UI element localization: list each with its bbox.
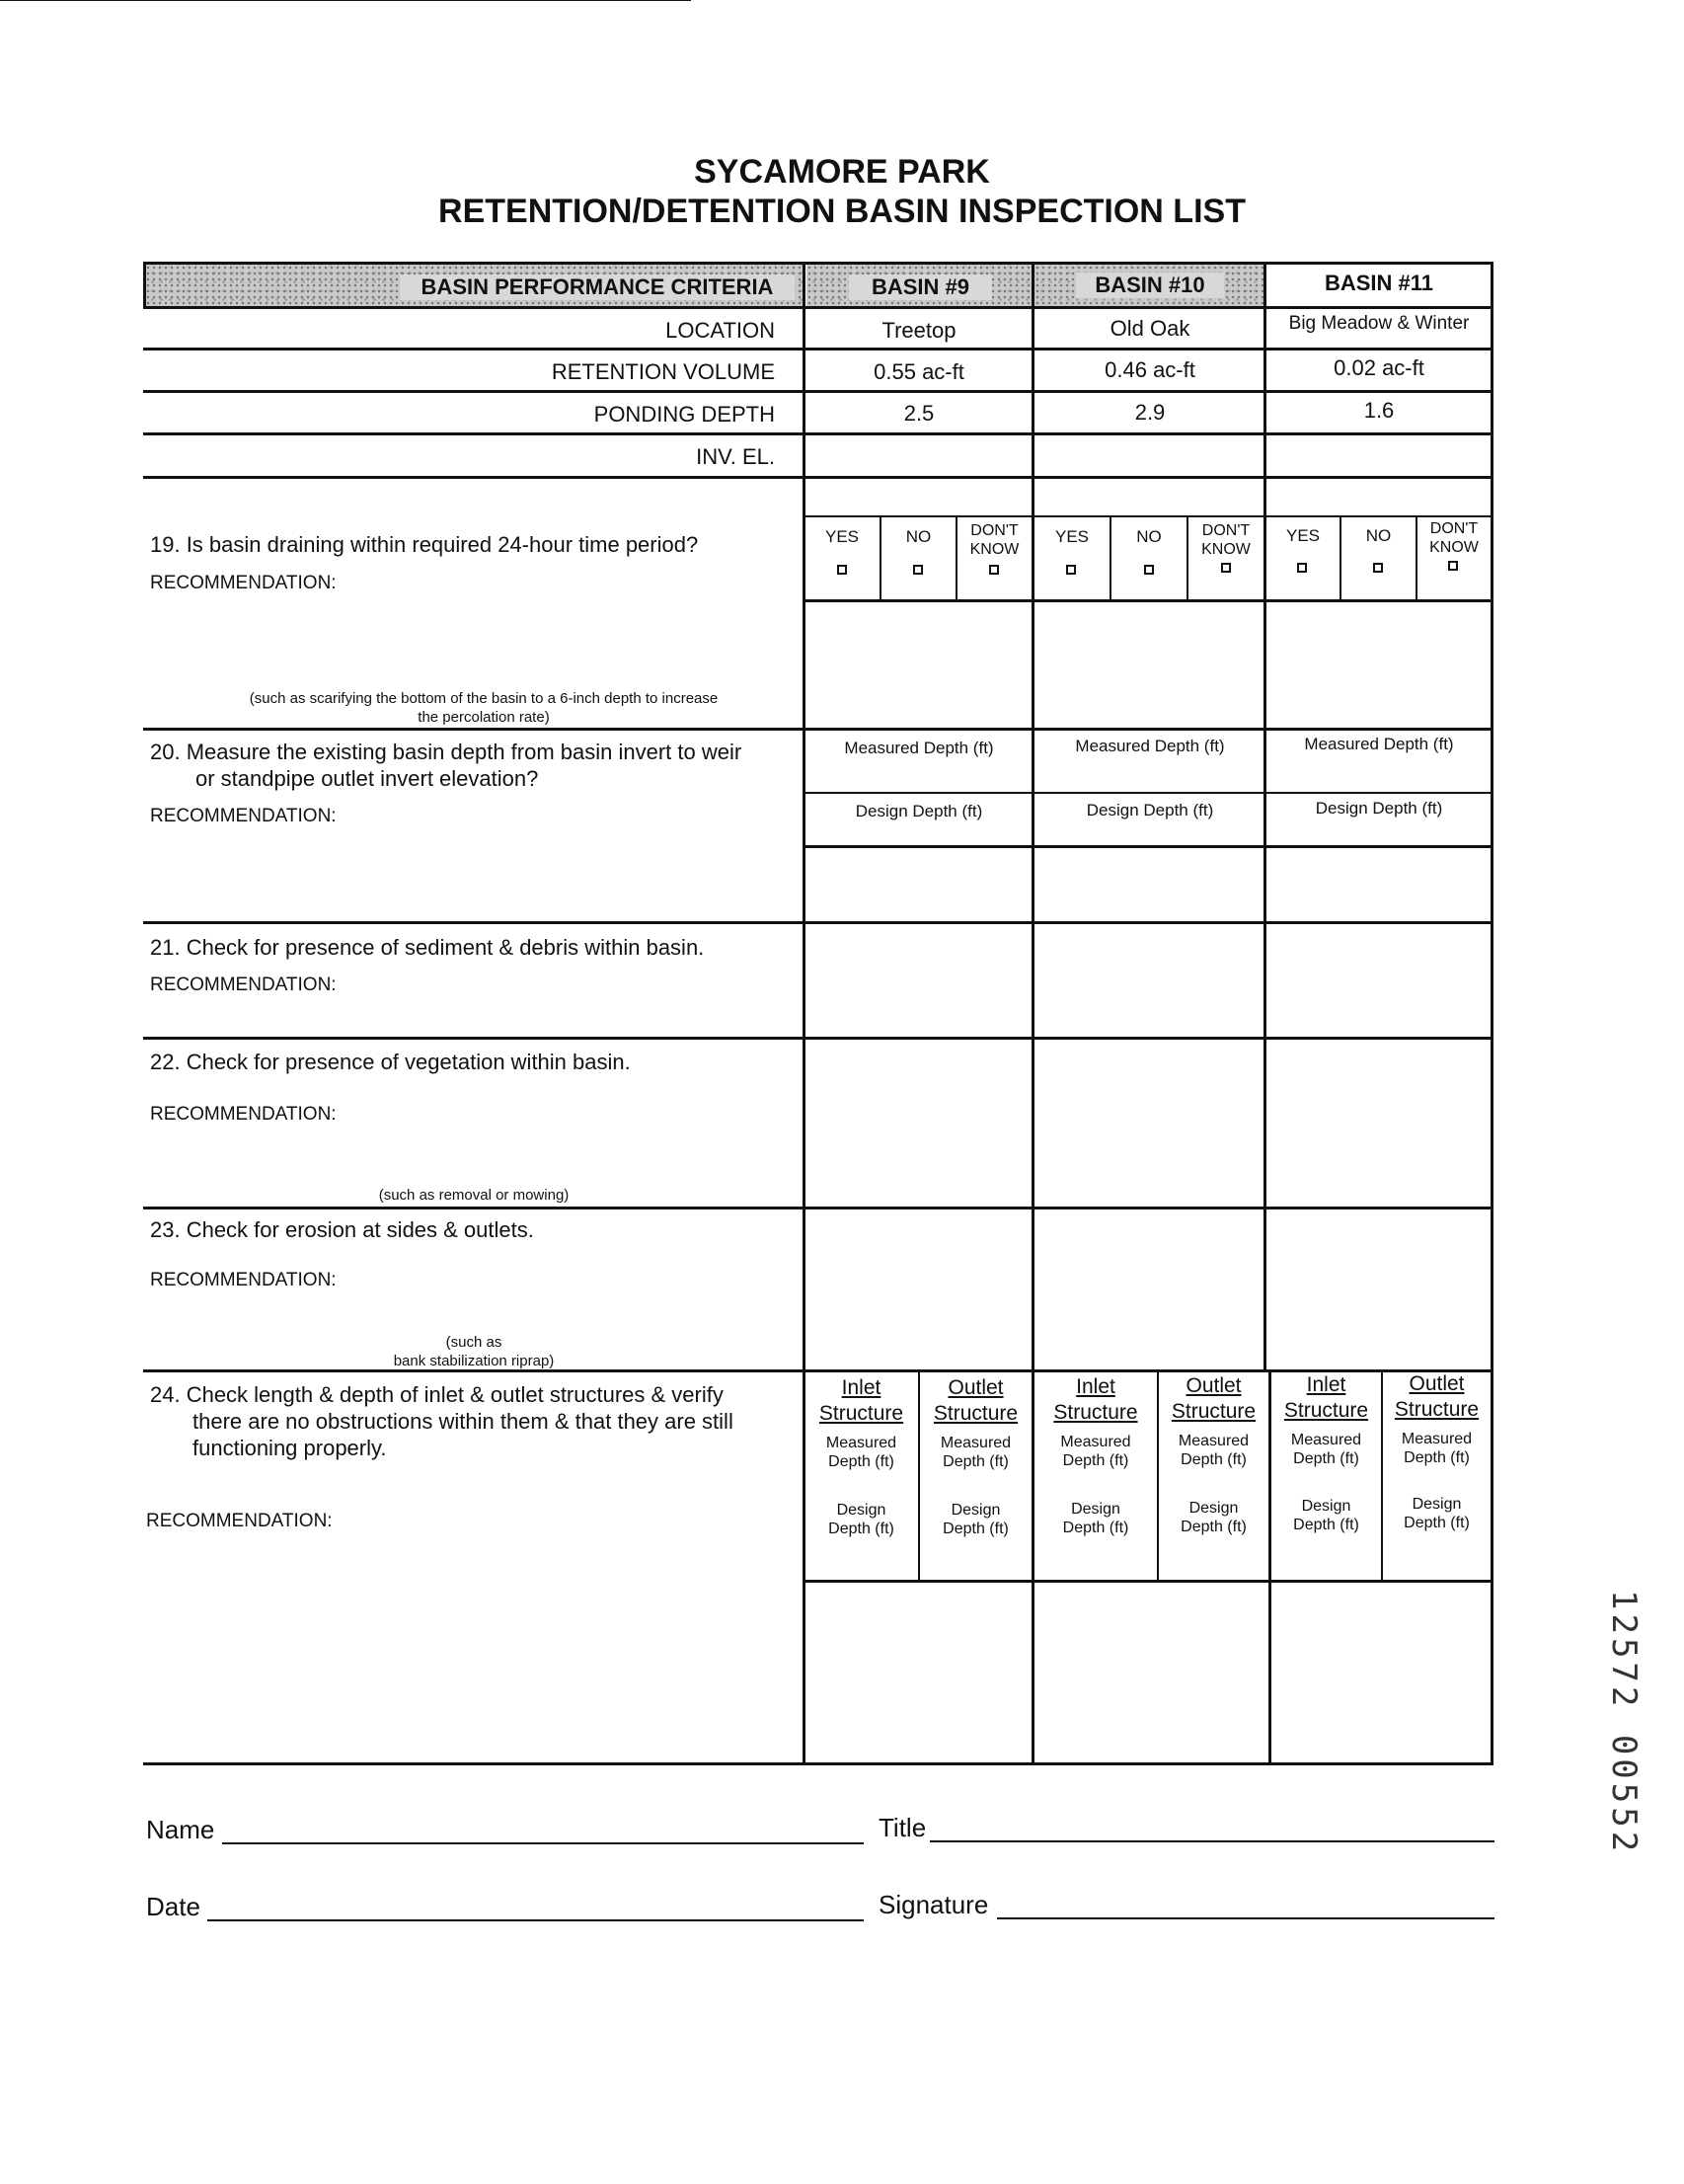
b10-inlet-measured-1: Measured <box>1060 1434 1131 1450</box>
b9-dk-label-1: DON'T <box>970 522 1019 539</box>
document-number: 12572 00552 <box>1604 1590 1644 1856</box>
location-label: LOCATION <box>665 318 775 343</box>
location-basin11: Big Meadow & Winter <box>1288 313 1470 334</box>
q19-note-line1: (such as scarifying the bottom of the basin to a 6-inch depth to increase <box>249 690 719 707</box>
b9-outlet-measured-1: Measured <box>940 1435 1012 1451</box>
basin9-header: BASIN #9 <box>849 274 992 300</box>
b10-outlet-design-2: Depth (ft) <box>1181 1519 1247 1535</box>
retention-basin10: 0.46 ac-ft <box>1105 357 1195 382</box>
b9-outlet-design-2: Depth (ft) <box>943 1521 1009 1537</box>
b10-outlet-structure-2: Structure <box>1171 1400 1257 1423</box>
question-21: 21. Check for presence of sediment & debris within basin. <box>150 935 705 960</box>
q21-recommendation-label: RECOMMENDATION: <box>150 975 337 995</box>
ponding-basin10: 2.9 <box>1134 400 1166 425</box>
b9-inlet-measured-1: Measured <box>825 1435 897 1451</box>
basin11-header: BASIN #11 <box>1324 271 1434 295</box>
question-22: 22. Check for presence of vegetation within basin. <box>150 1050 631 1074</box>
b11-outlet-design-2: Depth (ft) <box>1404 1515 1470 1531</box>
page-subtitle: RETENTION/DETENTION BASIN INSPECTION LIST <box>438 193 1246 230</box>
signature-label: Signature <box>879 1890 989 1919</box>
b10-inlet-measured-2: Depth (ft) <box>1062 1452 1129 1469</box>
b9-yes-checkbox[interactable] <box>837 565 847 575</box>
b11-yes-checkbox[interactable] <box>1297 563 1307 573</box>
b10-dk-label-2: KNOW <box>1201 541 1251 558</box>
b11-outlet-measured-1: Measured <box>1401 1431 1473 1447</box>
b10-outlet-structure-1: Outlet <box>1186 1374 1242 1397</box>
b9-dk-checkbox[interactable] <box>989 565 999 575</box>
q23-recommendation-label: RECOMMENDATION: <box>150 1270 337 1290</box>
location-basin10: Old Oak <box>1110 316 1190 341</box>
q22-recommendation-label: RECOMMENDATION: <box>150 1104 337 1125</box>
b11-dk-label-1: DON'T <box>1429 520 1479 537</box>
q22-note: (such as removal or mowing) <box>378 1187 570 1204</box>
b9-outlet-structure-1: Outlet <box>948 1376 1004 1399</box>
b9-inlet-structure-2: Structure <box>818 1402 904 1425</box>
b9-design-depth-label: Design Depth (ft) <box>855 802 983 820</box>
b11-inlet-measured-1: Measured <box>1290 1432 1362 1448</box>
signature-field[interactable] <box>997 1917 1494 1919</box>
q19-recommendation-label: RECOMMENDATION: <box>150 573 337 593</box>
question-19: 19. Is basin draining within required 24-hour time period? <box>150 532 699 557</box>
b9-inlet-measured-2: Depth (ft) <box>828 1453 894 1470</box>
q19-note-line2: the percolation rate) <box>418 709 550 726</box>
b11-inlet-measured-2: Depth (ft) <box>1293 1450 1359 1467</box>
b11-inlet-design-1: Design <box>1301 1498 1351 1515</box>
ponding-basin9: 2.5 <box>903 401 935 426</box>
question-20-line2: or standpipe outlet invert elevation? <box>195 766 539 791</box>
b11-outlet-structure-2: Structure <box>1394 1398 1480 1421</box>
b10-yes-label: YES <box>1054 527 1090 546</box>
retention-volume-label: RETENTION VOLUME <box>551 359 775 384</box>
question-23: 23. Check for erosion at sides & outlets. <box>150 1217 534 1242</box>
b9-measured-depth-label: Measured Depth (ft) <box>844 739 994 757</box>
b9-outlet-measured-2: Depth (ft) <box>943 1453 1009 1470</box>
b10-no-checkbox[interactable] <box>1144 565 1154 575</box>
b11-design-depth-label: Design Depth (ft) <box>1315 799 1443 818</box>
b9-outlet-structure-2: Structure <box>933 1402 1019 1425</box>
b10-outlet-measured-1: Measured <box>1178 1433 1250 1449</box>
b10-measured-depth-label: Measured Depth (ft) <box>1075 737 1225 755</box>
retention-basin11: 0.02 ac-ft <box>1334 355 1424 380</box>
b10-inlet-design-2: Depth (ft) <box>1062 1520 1129 1536</box>
b10-inlet-design-1: Design <box>1071 1501 1120 1518</box>
b11-no-label: NO <box>1365 526 1392 545</box>
ponding-depth-label: PONDING DEPTH <box>593 402 775 427</box>
date-field[interactable] <box>207 1919 864 1921</box>
b10-inlet-structure-2: Structure <box>1053 1401 1138 1424</box>
q23-note-line1: (such as <box>445 1334 502 1351</box>
b11-inlet-structure-2: Structure <box>1283 1399 1369 1422</box>
b10-inlet-structure-1: Inlet <box>1076 1375 1115 1398</box>
b11-outlet-measured-2: Depth (ft) <box>1404 1449 1470 1466</box>
b10-yes-checkbox[interactable] <box>1066 565 1076 575</box>
b11-dk-label-2: KNOW <box>1429 539 1479 556</box>
b9-dk-label-2: KNOW <box>969 541 1020 558</box>
inv-el-label: INV. EL. <box>696 444 775 469</box>
b10-outlet-design-1: Design <box>1188 1500 1239 1517</box>
b11-yes-label: YES <box>1285 526 1321 545</box>
question-24-line2: there are no obstructions within them & that they are still <box>192 1409 733 1434</box>
b9-inlet-structure-1: Inlet <box>841 1376 881 1399</box>
b11-no-checkbox[interactable] <box>1373 563 1383 573</box>
location-basin9: Treetop <box>881 318 957 343</box>
question-24-line3: functioning properly. <box>192 1436 387 1460</box>
retention-basin9: 0.55 ac-ft <box>874 359 964 384</box>
title-label: Title <box>879 1813 927 1842</box>
b11-measured-depth-label: Measured Depth (ft) <box>1304 735 1454 753</box>
name-label: Name <box>146 1815 215 1844</box>
b11-outlet-structure-1: Outlet <box>1409 1372 1465 1395</box>
q20-recommendation-label: RECOMMENDATION: <box>150 806 337 826</box>
b10-dk-checkbox[interactable] <box>1221 563 1231 573</box>
page-title: SYCAMORE PARK <box>694 153 990 191</box>
top-edge-line <box>0 0 691 1</box>
b9-no-label: NO <box>905 527 932 546</box>
b9-inlet-design-2: Depth (ft) <box>828 1521 894 1537</box>
question-24-line1: 24. Check length & depth of inlet & outlet structures & verify <box>150 1382 724 1407</box>
b10-design-depth-label: Design Depth (ft) <box>1086 801 1214 819</box>
b11-outlet-design-1: Design <box>1412 1496 1462 1513</box>
b9-outlet-design-1: Design <box>951 1502 1001 1519</box>
b10-no-label: NO <box>1136 527 1162 546</box>
criteria-header: BASIN PERFORMANCE CRITERIA <box>400 274 795 300</box>
b11-inlet-structure-1: Inlet <box>1306 1373 1346 1396</box>
date-label: Date <box>146 1892 200 1921</box>
b11-inlet-design-2: Depth (ft) <box>1293 1517 1359 1533</box>
q23-note-line2: bank stabilization riprap) <box>393 1353 555 1369</box>
name-field[interactable] <box>222 1842 864 1844</box>
b9-inlet-design-1: Design <box>836 1502 886 1519</box>
b9-no-checkbox[interactable] <box>913 565 923 575</box>
q24-recommendation-label: RECOMMENDATION: <box>146 1511 333 1531</box>
ponding-basin11: 1.6 <box>1363 398 1395 423</box>
b9-yes-label: YES <box>824 527 860 546</box>
b10-outlet-measured-2: Depth (ft) <box>1181 1451 1247 1468</box>
b10-dk-label-1: DON'T <box>1201 522 1251 539</box>
title-field[interactable] <box>930 1840 1494 1842</box>
question-20-line1: 20. Measure the existing basin depth from basin invert to weir <box>150 740 742 764</box>
basin10-header: BASIN #10 <box>1076 273 1224 298</box>
b11-dk-checkbox[interactable] <box>1448 561 1458 571</box>
